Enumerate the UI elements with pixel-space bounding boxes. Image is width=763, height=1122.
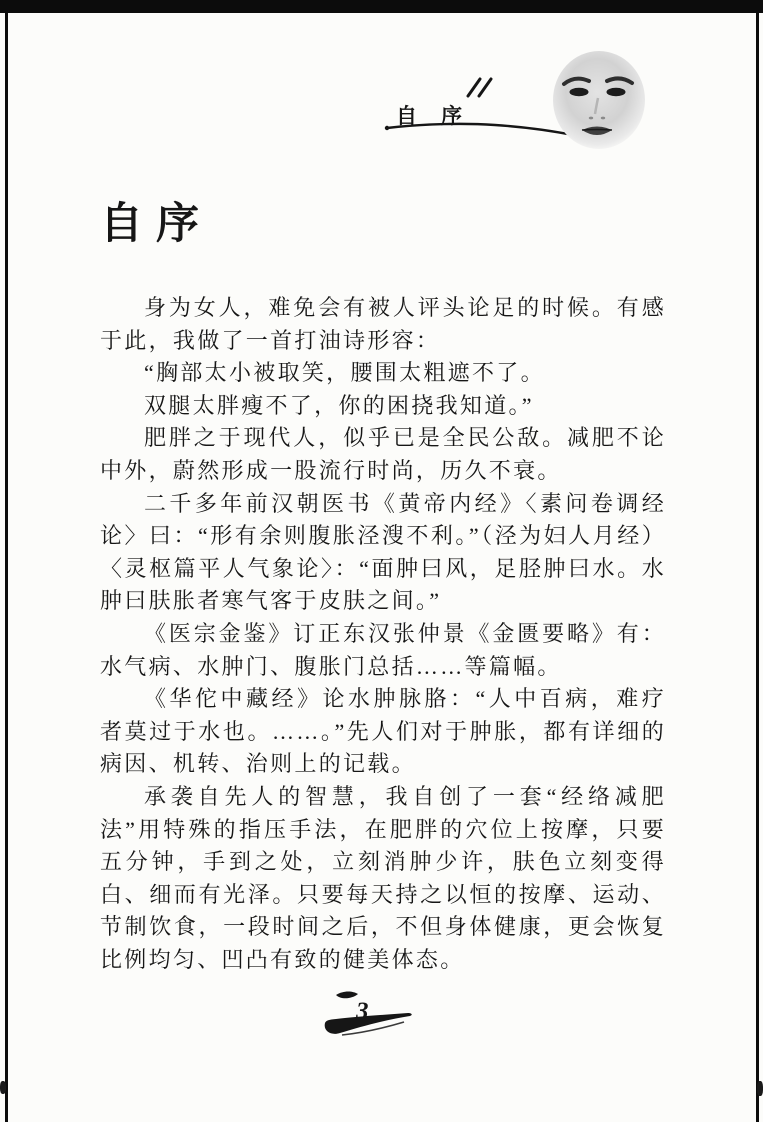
running-header [380,76,580,142]
paragraph-7: 《华佗中藏经》论水肿脉胳：“人中百病，难疗者莫过于水也。……。”先人们对于肿胀，都有详细的病因、机转、治则上的记载。 [100,686,666,777]
page-footer [322,988,418,1048]
woman-face-image [552,50,646,150]
brush-stroke-small [336,992,358,999]
paragraph-8: 承袭自先人的智慧，我自创了一套“经络减肥法”用特殊的指压手法，在肥胖的穴位上按摩，只要五分钟，手到之处，立刻消肿少许，肤色立刻变得白、细而有光泽。只要每天持之以恒的按摩、运动、节制饮食，一段时间之后，不但身体健康，更会恢复比例均匀、凹凸有致的健美体态。 [100,783,666,972]
paragraph-4: 肥胖之于现代人，似乎已是全民公敌。减肥不论中外，蔚然形成一股流行时尚，历久不衰。 [100,425,666,483]
chapter-title: 自序 [100,201,212,248]
nostril [601,117,605,120]
page-number: 3 [356,998,369,1025]
double-slash-icon [479,79,491,96]
paragraph-1: 身为女人，难免会有被人评头论足的时候。有感于此，我做了一首打油诗形容： [100,295,666,353]
paragraph-5: 二千多年前汉朝医书《黄帝内经》〈素问卷调经论〉曰：“形有余则腹胀泾溲不利。”（泾为妇人月经）〈灵枢篇平人气象论〉：“面肿曰风，足胫肿曰水。水肿曰肤胀者寒气客于皮肤之间。” [100,490,666,614]
double-slash-icon [468,79,480,96]
body-text [100,292,666,976]
paragraph-6: 《医宗金鉴》订正东汉张仲景《金匮要略》有：水气病、水肿门、腹胀门总括……等篇幅。 [100,620,666,679]
scan-edge-top [0,0,763,13]
scan-speck-bottom-left [0,1081,6,1094]
paragraph-3-poem-line-2: 双腿太胖瘦不了，你的困挠我知道。” [144,392,534,418]
running-header-title: 自序 [396,104,486,128]
left-eye [570,88,589,96]
scan-edge-left [5,0,8,1122]
face-photo [552,50,646,150]
lip-line [582,130,612,131]
scan-edge-right [756,0,759,1122]
paragraph-2-poem-line-1: “胸部太小被取笑，腰围太粗遮不了。 [144,360,545,386]
brush-stroke-swoosh [322,988,418,1048]
nostril [589,117,593,120]
right-eye [607,88,626,96]
scan-speck-bottom-right [757,1081,763,1096]
